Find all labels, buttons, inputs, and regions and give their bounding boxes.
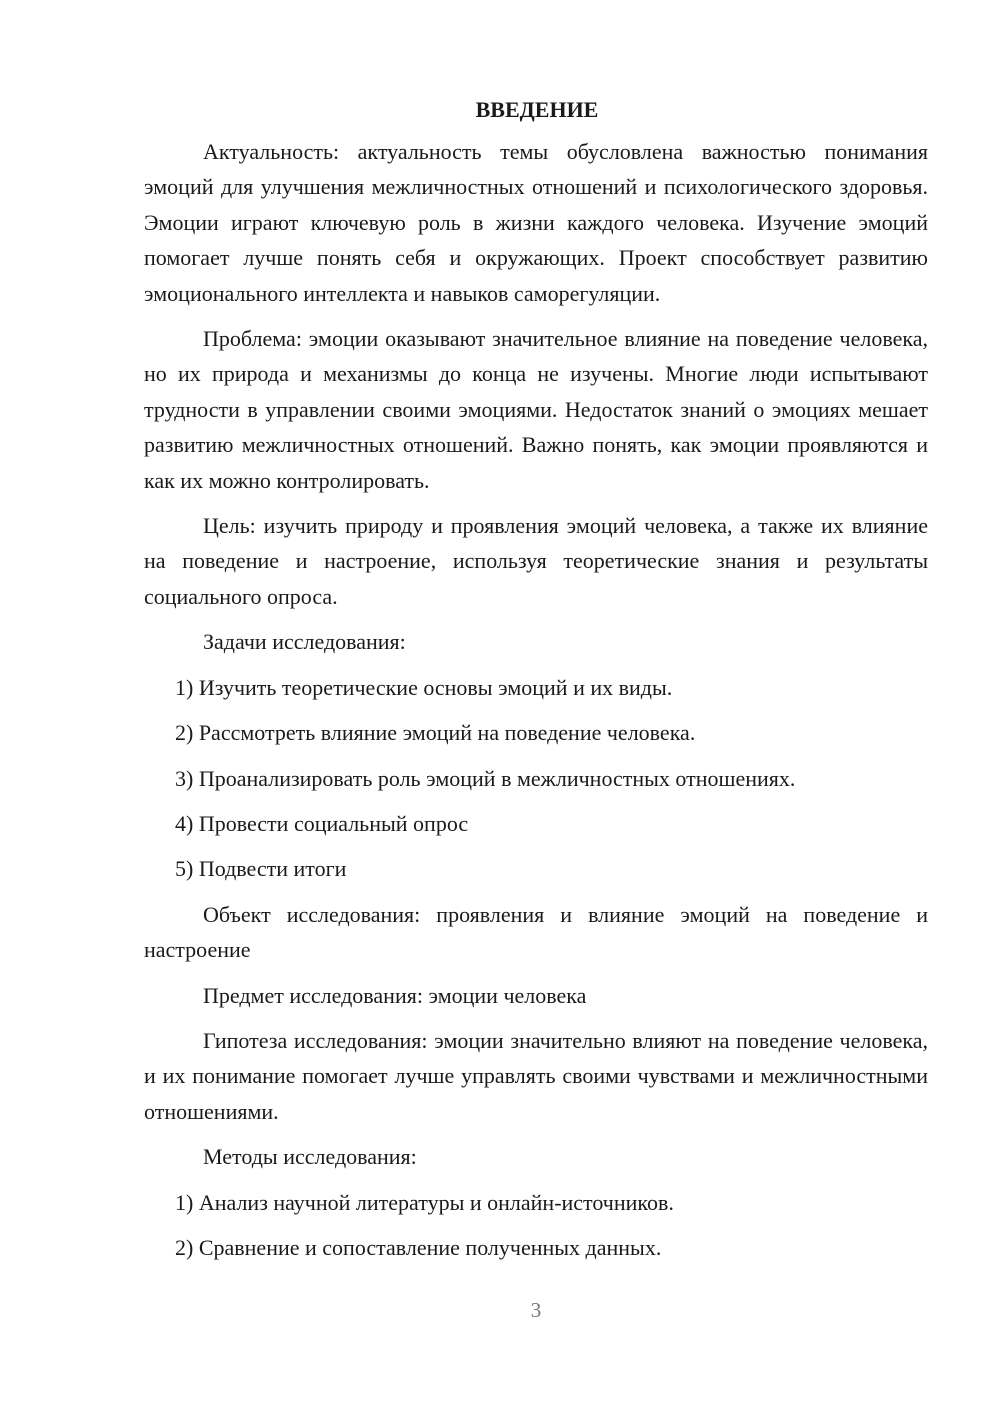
method-item: 1) Анализ научной литературы и онлайн-источников. — [175, 1189, 674, 1215]
task-item: 2) Рассмотреть влияние эмоций на поведение человека. — [175, 720, 696, 746]
goal-paragraph: Цель: изучить природу и проявления эмоций человека, а также их влияние на поведение и настроение, используя теоретические знания и результаты социального опроса. — [144, 513, 928, 609]
page-title: ВВЕДЕНИЕ — [475, 97, 599, 122]
page-number: 3 — [530, 1298, 542, 1322]
problem-paragraph: Проблема: эмоции оказывают значительное влияние на поведение человека, но их природа и механизмы до конца не изучены. Многие люди испытывают трудности в управлении своими эмоциями. Недостаток знаний о эмоциях мешает развитию межличностных отношений. Важно понять, как эмоции проявляются и как их можно контролировать. — [144, 326, 928, 493]
hypothesis-paragraph: Гипотеза исследования: эмоции значительно влияют на поведение человека, и их понимание помогает лучше управлять своими чувствами и межличностными отношениями. — [144, 1027, 928, 1124]
task-item: 3) Проанализировать роль эмоций в межличностных отношениях. — [175, 765, 796, 791]
object-paragraph: Объект исследования: проявления и влияние эмоций на поведение и настроение — [144, 901, 928, 963]
methods-heading: Методы исследования: — [203, 1144, 417, 1170]
method-item: 2) Сравнение и сопоставление полученных данных. — [175, 1234, 662, 1260]
relevance-paragraph: Актуальность: актуальность темы обусловлена важностью понимания эмоций для улучшения межличностных отношений и психологического здоровья. Эмоции играют ключевую роль в жизни каждого человека. Изучение эмоций помогает лучше понять себя и окружающих. Проект способствует развитию эмоционального интеллекта и навыков саморегуляции. — [144, 139, 928, 306]
tasks-heading: Задачи исследования: — [203, 629, 406, 655]
task-item: 5) Подвести итоги — [175, 856, 347, 882]
task-item: 4) Провести социальный опрос — [175, 810, 469, 836]
task-item: 1) Изучить теоретические основы эмоций и их виды. — [175, 674, 673, 700]
document-page — [144, 92, 928, 1275]
subject-paragraph: Предмет исследования: эмоции человека — [203, 982, 587, 1008]
